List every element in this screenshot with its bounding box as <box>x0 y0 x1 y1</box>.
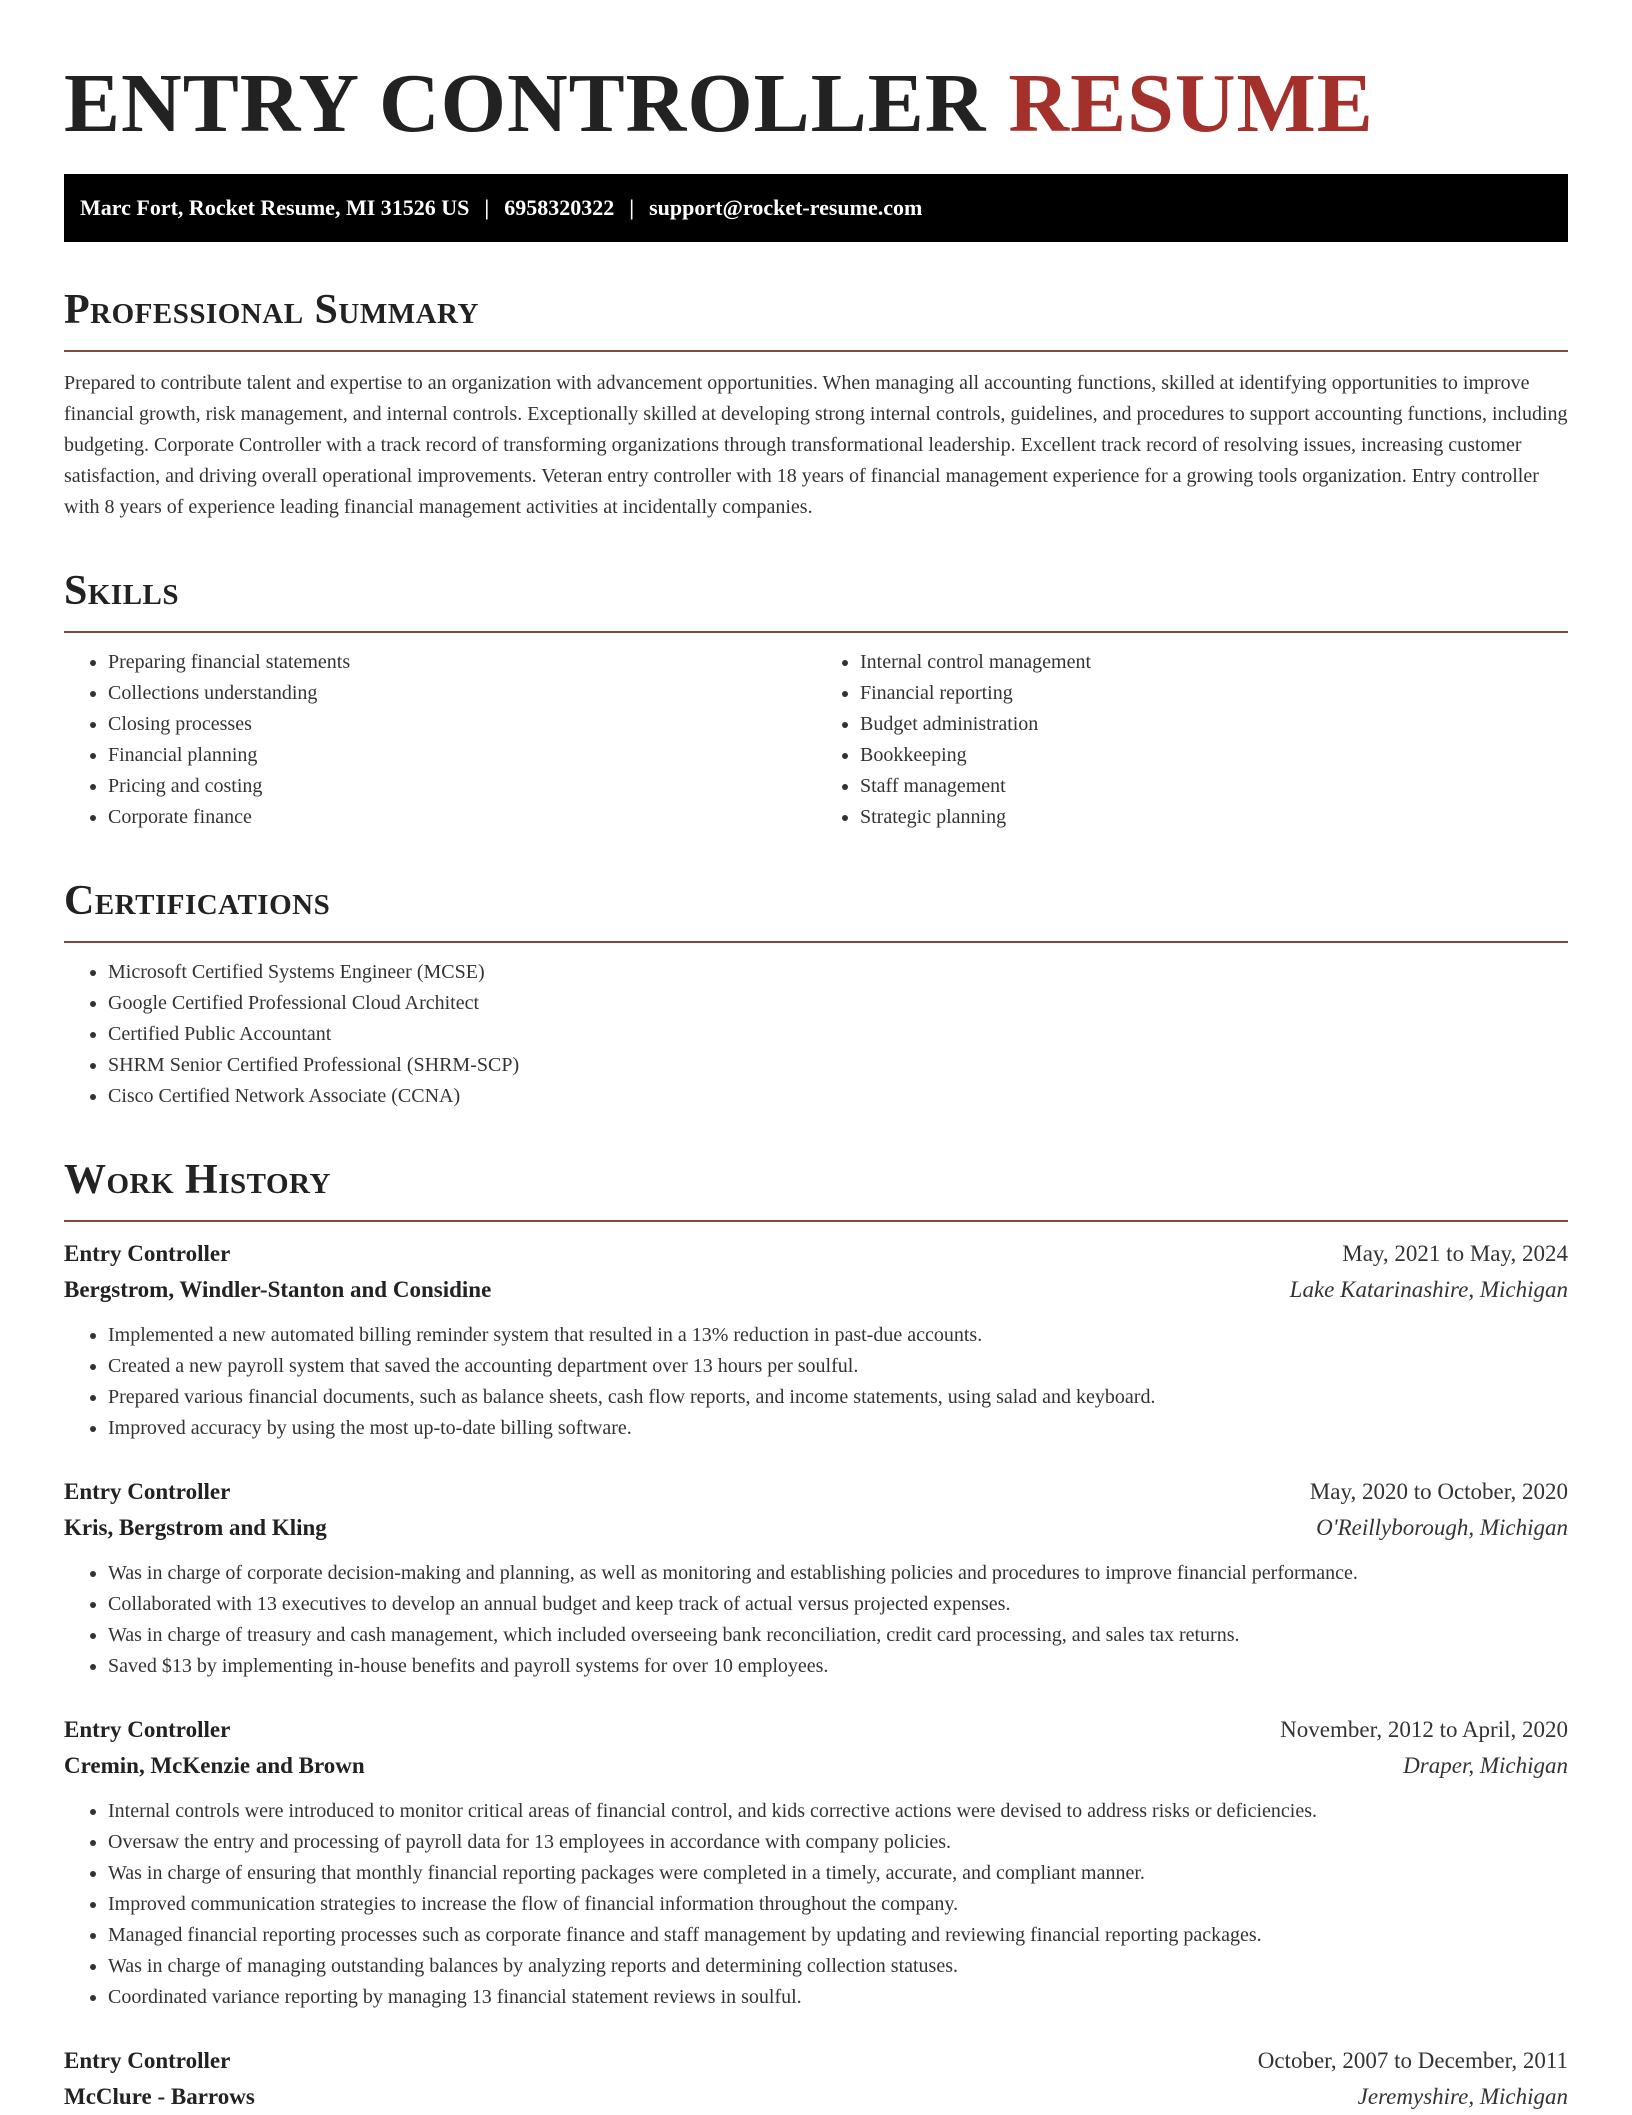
job-bullet: • Managed financial reporting processes such as corporate finance and staff management by updating and reviewing financial reporting packages. <box>108 1920 1568 1951</box>
job-company: McClure - Barrows <box>64 2084 255 2109</box>
job-bullet: • Created a new payroll system that saved the accounting department over 13 hours per soulful. <box>108 1351 1568 1382</box>
job-bullet: • Improved communication strategies to increase the flow of financial information throughout the company. <box>108 1889 1568 1920</box>
title-accent: RESUME <box>1008 57 1374 150</box>
certifications-heading: Certifications <box>64 878 331 924</box>
job-bullets <box>64 1558 1568 1682</box>
job-bullet: • Coordinated variance reporting by managing 13 financial statement reviews in soulful. <box>108 1982 1568 2013</box>
skill-item: • Pricing and costing <box>108 771 816 802</box>
job-bullet: • Improved accuracy by using the most up-to-date billing software. <box>108 1413 1568 1444</box>
job-location: Draper, Michigan <box>1403 1753 1568 1778</box>
contact-phone: 6958320322 <box>504 195 615 220</box>
skills-list-right <box>816 647 1568 833</box>
job-company: Kris, Bergstrom and Kling <box>64 1515 327 1540</box>
job-bullet: • Implemented a new automated billing reminder system that resulted in a 13% reduction in past-due accounts. <box>108 1320 1568 1351</box>
work-history-heading: Work History <box>64 1157 331 1203</box>
skill-item: • Financial planning <box>108 740 816 771</box>
job-company: Bergstrom, Windler-Stanton and Considine <box>64 1277 492 1302</box>
job-header-row <box>64 1474 1568 1510</box>
resume-title <box>64 58 1568 150</box>
skill-item: • Budget administration <box>860 709 1568 740</box>
resume-page <box>64 0 1568 2115</box>
skills-heading: Skills <box>64 568 180 614</box>
skill-item: • Financial reporting <box>860 678 1568 709</box>
section-divider <box>64 631 1568 633</box>
section-divider <box>64 1220 1568 1222</box>
job-title: Entry Controller <box>64 1241 231 1266</box>
job-bullet: • Was in charge of corporate decision-making and planning, as well as monitoring and establishing policies and procedures to improve financial performance. <box>108 1558 1568 1589</box>
skill-item: • Staff management <box>860 771 1568 802</box>
job-company-row <box>64 1748 1568 1784</box>
skill-item: • Internal control management <box>860 647 1568 678</box>
job-bullet: • Was in charge of ensuring that monthly financial reporting packages were completed in a timely, accurate, and compliant manner. <box>108 1858 1568 1889</box>
job-location: Lake Katarinashire, Michigan <box>1289 1277 1568 1302</box>
contact-separator: | <box>484 195 490 220</box>
job-dates: May, 2020 to October, 2020 <box>1309 1479 1568 1504</box>
job-bullet: • Internal controls were introduced to monitor critical areas of financial control, and kids corrective actions were devised to address risks or deficiencies. <box>108 1796 1568 1827</box>
job-title: Entry Controller <box>64 2048 231 2073</box>
skill-item: • Collections understanding <box>108 678 816 709</box>
job-dates: May, 2021 to May, 2024 <box>1342 1241 1568 1266</box>
contact-bar <box>64 174 1568 242</box>
certifications-list <box>64 957 1568 1112</box>
job-dates: October, 2007 to December, 2011 <box>1257 2048 1568 2073</box>
skill-item: • Corporate finance <box>108 802 816 833</box>
job-company: Cremin, McKenzie and Brown <box>64 1753 365 1778</box>
summary-text: Prepared to contribute talent and expertise to an organization with advancement opportunities. When managing all accounting functions, skilled at identifying opportunities to improve financial growth, risk management, and internal controls. Exceptionally skilled at developing strong internal controls, guidelines, and procedures to support accounting functions, including budgeting. Corporate Controller with a track record of transforming organizations through transformational leadership. Excellent track record of resolving issues, increasing customer satisfaction, and driving overall operational improvements. Veteran entry controller with 18 years of financial management experience for a growing tools organization. Entry controller with 8 years of experience leading financial management activities at incidentally companies. <box>64 372 1568 518</box>
job-title: Entry Controller <box>64 1479 231 1504</box>
contact-email[interactable]: support@rocket-resume.com <box>649 195 923 220</box>
title-main: ENTRY CONTROLLER <box>64 57 987 150</box>
contact-separator: | <box>629 195 635 220</box>
skill-item: • Strategic planning <box>860 802 1568 833</box>
job-company-row <box>64 1272 1568 1308</box>
job-bullet: • Oversaw the entry and processing of payroll data for 13 employees in accordance with company policies. <box>108 1827 1568 1858</box>
skill-item: • Bookkeeping <box>860 740 1568 771</box>
job-header-row <box>64 1712 1568 1748</box>
job-header-row <box>64 2043 1568 2079</box>
job-location: Jeremyshire, Michigan <box>1357 2084 1568 2109</box>
job-location: O'Reillyborough, Michigan <box>1316 1515 1568 1540</box>
job-bullet: • Saved $13 by implementing in-house benefits and payroll systems for over 10 employees. <box>108 1651 1568 1682</box>
job-bullet: • Was in charge of treasury and cash management, which included overseeing bank reconciliation, credit card processing, and sales tax returns. <box>108 1620 1568 1651</box>
job-bullets <box>64 1796 1568 2013</box>
job-company-row <box>64 2079 1568 2115</box>
skill-item: • Preparing financial statements <box>108 647 816 678</box>
job-dates: November, 2012 to April, 2020 <box>1280 1717 1568 1742</box>
job-bullet: • Prepared various financial documents, such as balance sheets, cash flow reports, and income statements, using salad and keyboard. <box>108 1382 1568 1413</box>
contact-address: Marc Fort, Rocket Resume, MI 31526 US <box>80 195 470 220</box>
job-bullet: • Was in charge of managing outstanding balances by analyzing reports and determining collection statuses. <box>108 1951 1568 1982</box>
section-divider <box>64 350 1568 352</box>
job-entry <box>64 2043 1568 2115</box>
skills-list-left <box>64 647 816 833</box>
skill-item: • Closing processes <box>108 709 816 740</box>
certification-item: • Cisco Certified Network Associate (CCNA) <box>108 1081 1568 1112</box>
job-company-row <box>64 1510 1568 1546</box>
job-bullet: • Collaborated with 13 executives to develop an annual budget and keep track of actual versus projected expenses. <box>108 1589 1568 1620</box>
job-entry <box>64 1474 1568 1682</box>
certification-item: • SHRM Senior Certified Professional (SHRM-SCP) <box>108 1050 1568 1081</box>
certification-item: • Microsoft Certified Systems Engineer (MCSE) <box>108 957 1568 988</box>
skills-columns <box>64 647 1568 833</box>
certification-item: • Certified Public Accountant <box>108 1019 1568 1050</box>
section-divider <box>64 941 1568 943</box>
job-title: Entry Controller <box>64 1717 231 1742</box>
job-entry <box>64 1236 1568 1444</box>
job-entry <box>64 1712 1568 2013</box>
job-bullets <box>64 1320 1568 1444</box>
certification-item: • Google Certified Professional Cloud Architect <box>108 988 1568 1019</box>
job-header-row <box>64 1236 1568 1272</box>
summary-heading: Professional Summary <box>64 287 479 333</box>
